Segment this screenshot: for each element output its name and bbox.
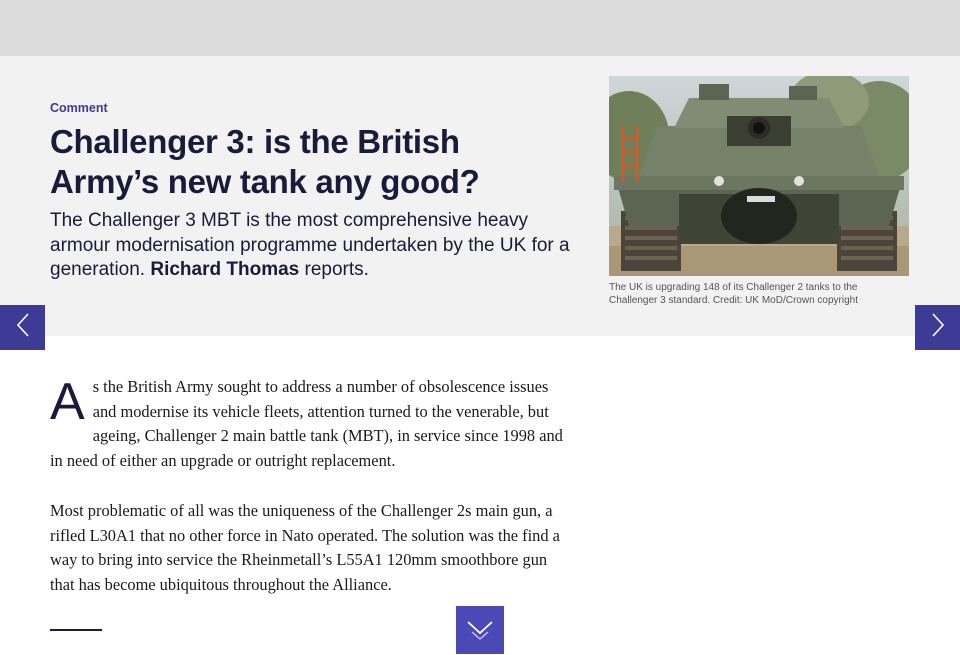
chevron-left-icon bbox=[16, 312, 30, 343]
hero-figure bbox=[609, 76, 909, 307]
article-body bbox=[50, 375, 570, 623]
chevron-right-icon bbox=[931, 312, 945, 343]
drop-cap: A bbox=[50, 373, 85, 431]
article-standfirst bbox=[50, 209, 570, 283]
article-paragraph bbox=[50, 375, 570, 474]
ad-banner bbox=[0, 0, 960, 56]
standfirst-text: The Challenger 3 MBT is the most comprehensive heavy armour modernisation programme undertaken by the UK for a generation. bbox=[50, 210, 570, 280]
next-article-button[interactable] bbox=[915, 305, 960, 350]
author-name[interactable]: Richard Thomas bbox=[150, 259, 300, 280]
article-category[interactable]: Comment bbox=[50, 101, 108, 115]
section-divider bbox=[50, 629, 102, 631]
previous-article-button[interactable] bbox=[0, 305, 45, 350]
paragraph-text: s the British Army sought to address a number of obsolescence issues and modernise its vehicle fleets, attention turned to the venerable, but ageing, Challenger 2 main battle tank (MBT), in service since 1998 and in need of either an upgrade or outright replacement. bbox=[50, 377, 563, 471]
scroll-down-button[interactable] bbox=[456, 606, 504, 654]
article-hero bbox=[0, 56, 960, 336]
article-paragraph: Most problematic of all was the uniqueness of the Challenger 2s main gun, a rifled L30A1 that no other force in Nato operated. The solution was the find a way to bring into service the Rheinmetall’s L55A1 120mm smoothbore gun that has become ubiquitous throughout the Alliance. bbox=[50, 500, 560, 594]
image-caption: The UK is upgrading 148 of its Challenger 2 tanks to the Challenger 3 standard. Credit: UK MoD/Crown copyright bbox=[609, 282, 858, 306]
chevron-down-icon bbox=[466, 616, 494, 645]
tank-photo bbox=[609, 76, 909, 276]
standfirst-suffix: reports. bbox=[304, 259, 369, 280]
article-headline: Challenger 3: is the British Army’s new tank any good? bbox=[50, 123, 480, 200]
